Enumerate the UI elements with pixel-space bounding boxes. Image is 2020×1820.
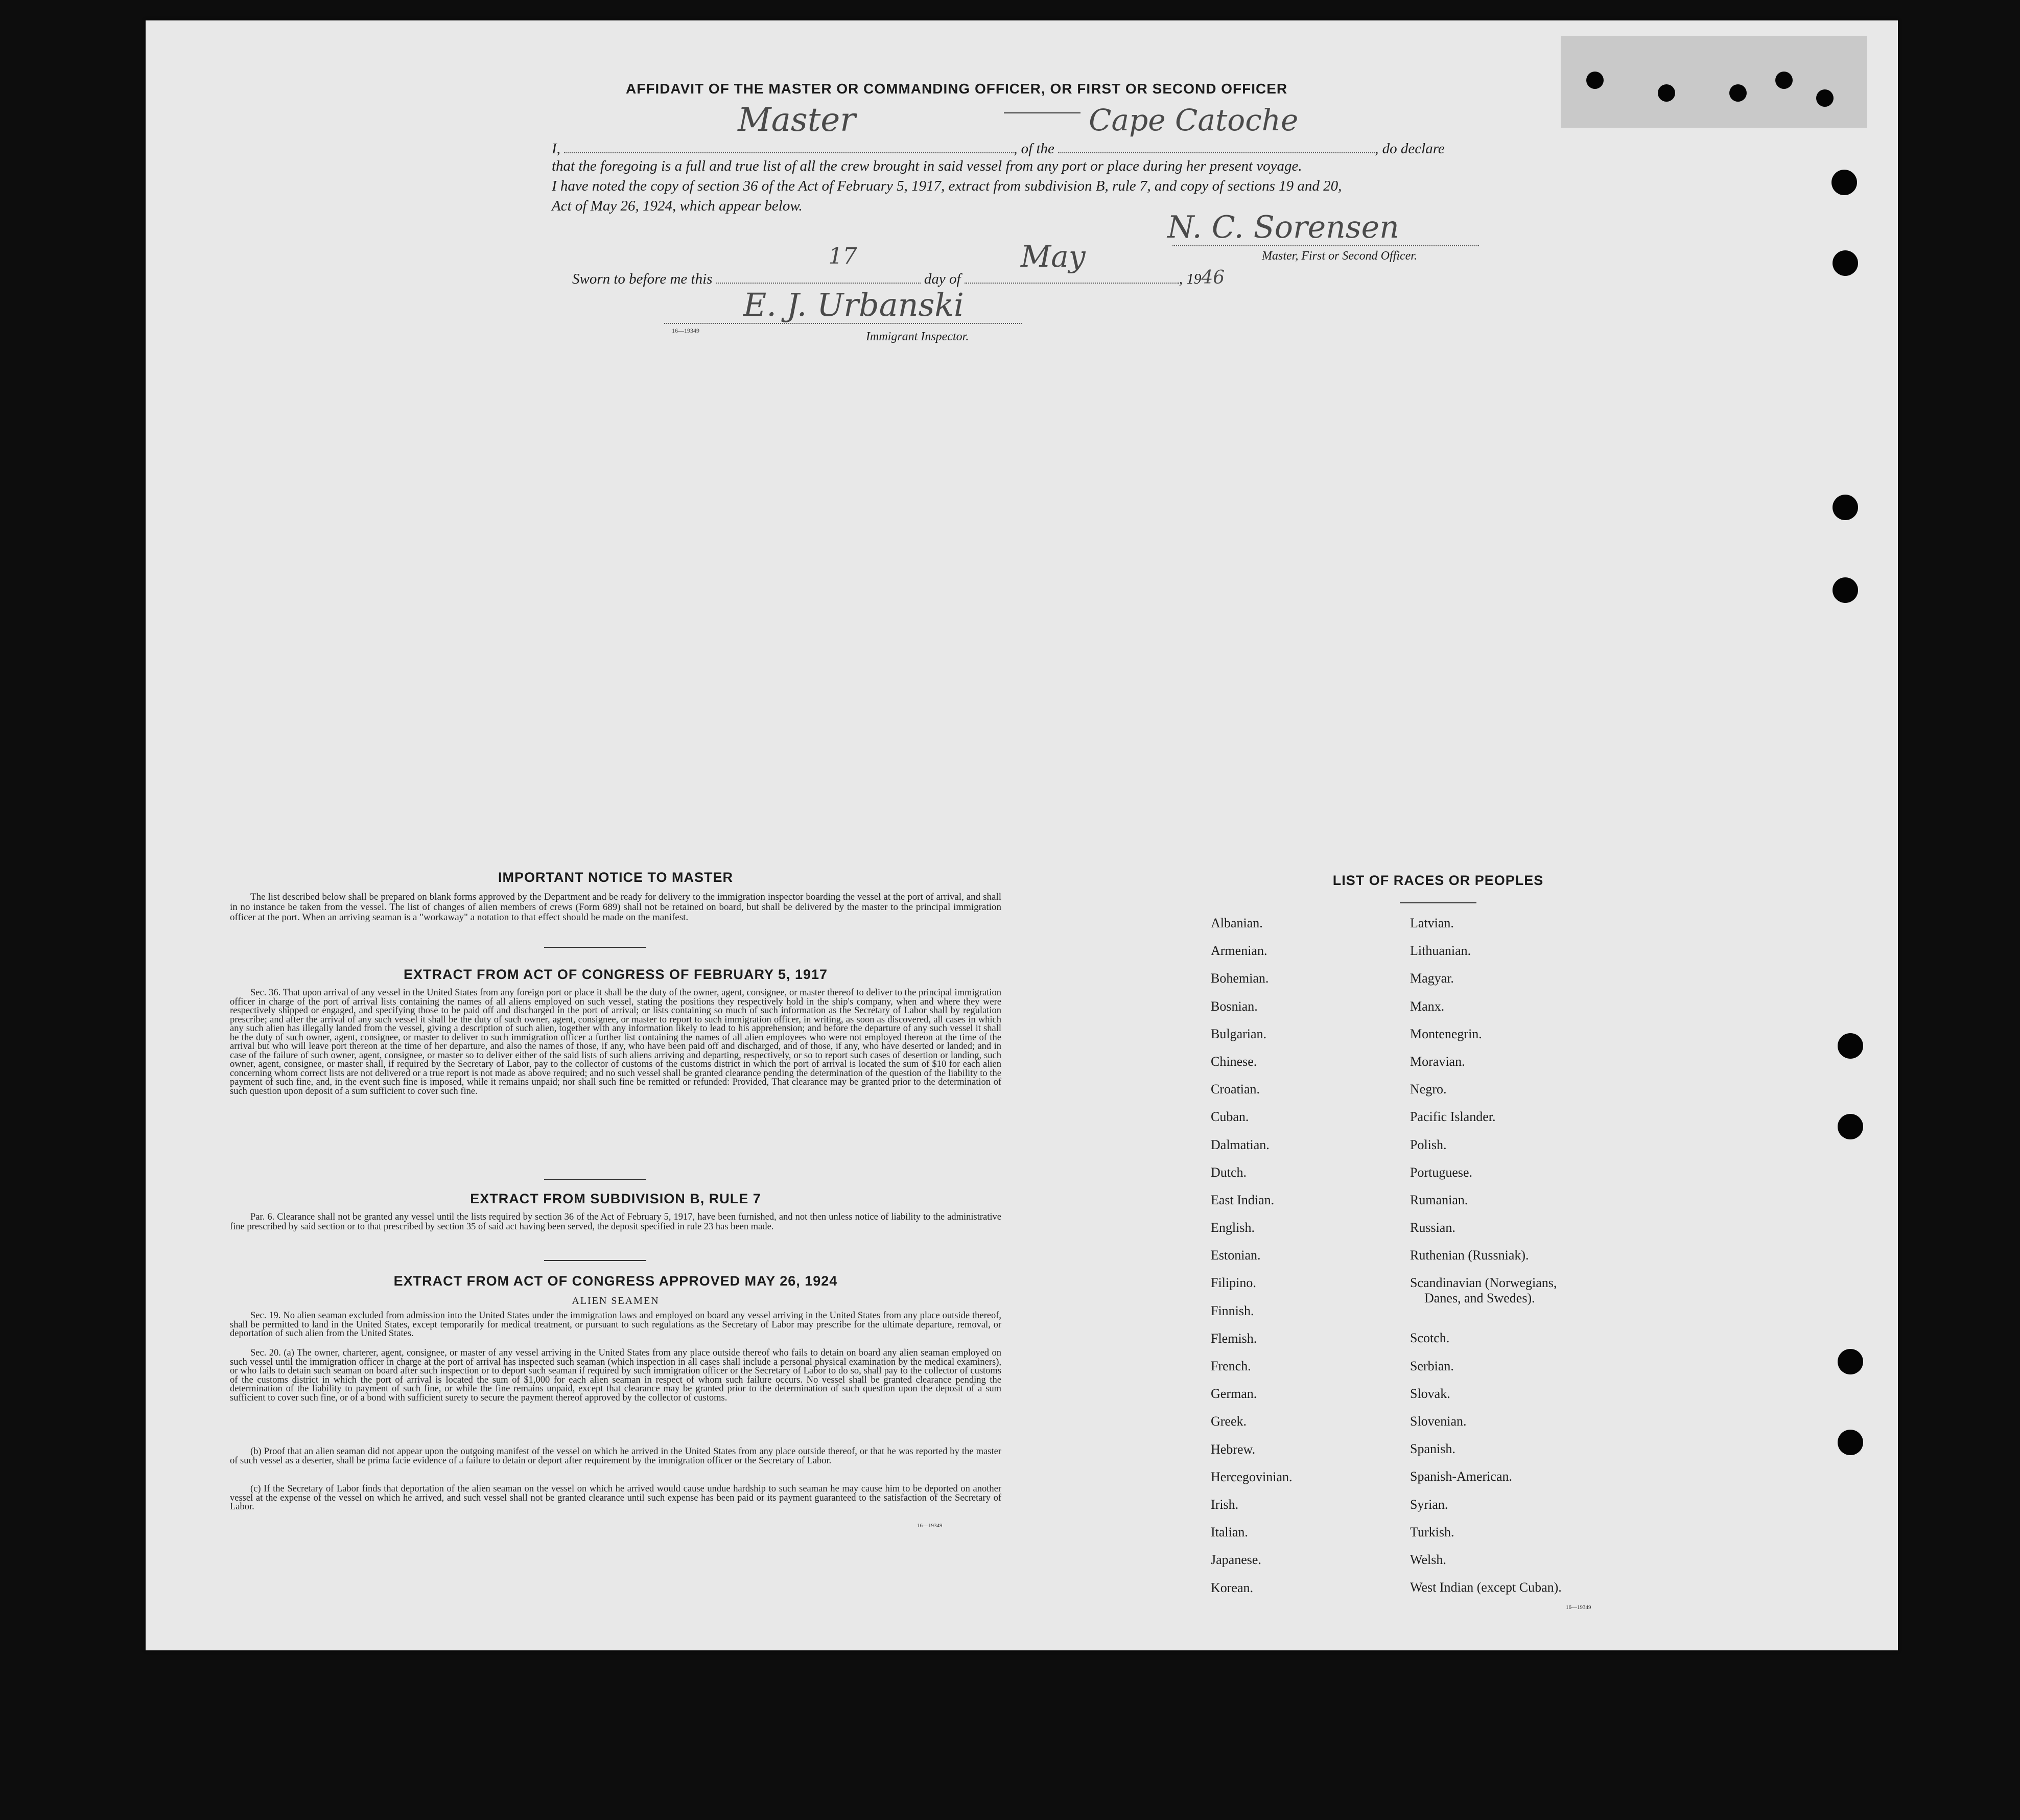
affidavit-form-number: 16—19349 xyxy=(672,327,699,334)
divider xyxy=(544,1179,646,1180)
race-item: English. xyxy=(1211,1220,1255,1235)
sec-19-text: Sec. 19. No alien seaman excluded from admission into the United States under the immigration laws and employed on board any vessel arriving in the United States from any place outside thereof, shall be permitted to land in the United States, except temporarily for medical treatment, or pursuant to such regulations as the Secretary of Labor may prescribe for the ultimate departure, removal, or deportation of such alien from the United States. xyxy=(230,1311,1001,1339)
race-item: Chinese. xyxy=(1211,1054,1257,1069)
punch-hole xyxy=(1833,250,1858,276)
divider xyxy=(544,1260,646,1261)
race-item: Albanian. xyxy=(1211,916,1263,930)
punch-hole xyxy=(1816,89,1834,107)
race-item: Dutch. xyxy=(1211,1164,1247,1180)
race-item: Pacific Islander. xyxy=(1410,1109,1496,1125)
race-item: Croatian. xyxy=(1211,1082,1260,1097)
race-item: Polish. xyxy=(1410,1137,1447,1152)
race-item: Spanish-American. xyxy=(1410,1469,1513,1484)
sworn-label: Sworn to before me this xyxy=(572,271,713,287)
punch-hole xyxy=(1831,170,1857,195)
sec-20c-text: (c) If the Secretary of Labor finds that deportation of the alien seaman on the vessel on which he arrived would cause undue hardship to such seaman he may cause him to be deported on another vessel at the expense of the vessel on which he arrived, and such vessel shall not be granted clearance until such expense has been paid or its payment guaranteed to the satisfaction of the Secretary of Labor. xyxy=(230,1484,1001,1512)
sworn-day-handwritten: 17 xyxy=(828,243,857,269)
races-title: LIST OF RACES OR PEOPLES xyxy=(1332,873,1544,888)
extract-1917-text: Sec. 36. That upon arrival of any vessel in the United States from any foreign port or place it shall be the duty of the owner, agent, consignee, or master thereof to deliver to the principal immigration officer in charge of the port of arrival lists containing the names of all aliens employed on such vessel, stating the positions they respectively hold in the ship's company, when and where they were respectively shipped or engaged, and specifying those to be paid off and discharged in the port of arrival; or lists containing so much of such information as the Secretary of Labor shall by regulation prescribe; and after the arrival of any such vessel it shall be the duty of such owner, agent, consignee, or master to report to such immigration officer, in writing, as soon as discovered, all cases in which any such alien has illegally landed from the vessel, giving a description of such alien, together with any information likely to lead to his apprehension; and before the departure of any such vessel it shall be the duty of such owner, agent, consignee, or master to deliver to such immigration officer a further list containing the names of all alien employees who were not employed thereon at the time of the arrival but who will leave port thereon at the time of her departure, and also the names of those, if any, who have been paid off and discharged, and of those, if any, who have deserted or landed; and in case of the failure of such owner, agent, consignee, or master so to deliver either of the said lists of such aliens arriving and departing, respectively, or so to report such cases of desertion or landing, such owner, agent, consignee, or master shall, if required by the Secretary of Labor, pay to the collector of customs of the customs district in which the port of arrival is located the sum of $10 for each alien concerning whom correct lists are not delivered or a true report is not made as above required; and no such vessel shall be granted clearance pending the determination of the question of the liability to the payment of such fine, and, in the event such fine is imposed, while it remains unpaid; nor shall such fine be remitted or refunded: Provided, That clearance may be granted prior to the determination of such question upon deposit of a sum sufficient to cover such fine. xyxy=(230,988,1001,1096)
race-item: Irish. xyxy=(1211,1497,1239,1512)
affidavit-title: AFFIDAVIT OF THE MASTER OR COMMANDING OFFICER, OR FIRST OR SECOND OFFICER xyxy=(626,81,1288,97)
race-item: Hercegovinian. xyxy=(1211,1469,1293,1484)
race-item: Latvian. xyxy=(1410,916,1454,930)
inspector-caption: Immigrant Inspector. xyxy=(866,330,969,343)
race-item: Hebrew. xyxy=(1211,1441,1256,1457)
punch-hole xyxy=(1586,72,1604,89)
vessel-name-handwritten: Cape Catoche xyxy=(1089,103,1299,137)
race-item: Serbian. xyxy=(1410,1358,1454,1373)
divider xyxy=(1400,902,1476,903)
race-item: French. xyxy=(1211,1359,1251,1373)
race-item: Scotch. xyxy=(1410,1331,1450,1346)
declaration-line-2: that the foregoing is a full and true list of all the crew brought in said vessel from any port or place during her present voyage. xyxy=(552,158,1302,174)
declaration-line-3: I have noted the copy of section 36 of the Act of February 5, 1917, extract from subdivision B, rule 7, and copy of sections 19 and 20, xyxy=(552,178,1342,194)
races-form-number: 16—19349 xyxy=(1566,1604,1591,1611)
year-suffix-handwritten: 46 xyxy=(1201,267,1225,288)
do-declare-label: , do declare xyxy=(1375,141,1445,157)
punch-hole xyxy=(1838,1430,1863,1455)
of-the-label: , of the xyxy=(1014,141,1054,157)
declaration-line-4: Act of May 26, 1924, which appear below. xyxy=(552,198,803,214)
sec-20a-text: Sec. 20. (a) The owner, charterer, agent, consignee, or master of any vessel arriving in the United States from any place outside thereof who fails to detain on board any alien seaman employed on such vessel until the immigration officer in charge at the port of arrival has inspected such seaman (which inspection in all cases shall include a personal physical examination by the medical examiners), or who fails to detain such seaman on board after such inspection or to deport such seaman if required by such immigration officer or the Secretary of Labor to do so, shall pay to the collector of customs of the customs district in which the port of arrival is located the sum of $1,000 for each alien seaman in respect of whom such failure occurs. No vessel shall be granted clearance pending the determination of the liability to payment of such fine, or while the fine remains unpaid, except that clearance may be granted prior to the determination of such question upon the deposit of a sum sufficient to cover such fine, or of a bond with sufficient surety to secure the payment thereof approved by the collector of customs. xyxy=(230,1348,1001,1403)
race-item: Estonian. xyxy=(1211,1248,1261,1263)
race-item: Rumanian. xyxy=(1410,1192,1468,1207)
alien-seamen-subtitle: ALIEN SEAMEN xyxy=(572,1295,660,1306)
officer-title-handwritten: Master xyxy=(738,101,856,139)
extract-rule7-title: EXTRACT FROM SUBDIVISION B, RULE 7 xyxy=(470,1191,761,1206)
inspector-signature-line xyxy=(664,323,1022,324)
i-label: I, xyxy=(552,141,560,157)
divider xyxy=(1004,112,1081,113)
document-page xyxy=(146,20,1898,1650)
notice-text: The list described below shall be prepared on blank forms approved by the Department and be ready for delivery to the immigration inspector boarding the vessel at the port of arrival, and shall in no instance be taken from the vessel. The list of changes of alien members of crews (Form 689) shall not be retained on board, but shall be delivered by the master to the principal immigration officer at the port. When an arriving seaman is a "workaway" a notation to that effect should be made on the manifest. xyxy=(230,892,1001,923)
race-item: Slovak. xyxy=(1410,1386,1450,1401)
race-item: Italian. xyxy=(1211,1525,1248,1540)
punch-hole xyxy=(1838,1033,1863,1059)
race-item: Greek. xyxy=(1211,1414,1247,1429)
races-column-2 xyxy=(1410,916,1562,1607)
race-item: Bosnian. xyxy=(1211,998,1258,1014)
race-item: Montenegrin. xyxy=(1410,1026,1482,1041)
race-item: Moravian. xyxy=(1410,1054,1465,1069)
race-item: German. xyxy=(1211,1386,1257,1402)
divider xyxy=(544,947,646,948)
punch-hole xyxy=(1838,1114,1863,1139)
race-item: Filipino. xyxy=(1211,1275,1256,1291)
master-caption: Master, First or Second Officer. xyxy=(1262,249,1417,263)
race-item: Bohemian. xyxy=(1211,971,1269,986)
race-item: Lithuanian. xyxy=(1410,943,1471,959)
sworn-month-handwritten: May xyxy=(1020,239,1086,274)
race-item: Armenian. xyxy=(1211,943,1267,959)
master-signature: N. C. Sorensen xyxy=(1167,209,1399,245)
extract-1924-title: EXTRACT FROM ACT OF CONGRESS APPROVED MAY 26, 1924 xyxy=(393,1273,838,1289)
race-item: Spanish. xyxy=(1410,1441,1455,1457)
punch-hole xyxy=(1838,1349,1863,1374)
race-item: Ruthenian (Russniak). xyxy=(1410,1248,1529,1263)
sworn-line xyxy=(572,239,1225,289)
race-item: West Indian (except Cuban). xyxy=(1410,1580,1562,1595)
notice-title: IMPORTANT NOTICE TO MASTER xyxy=(498,870,733,885)
race-item: Syrian. xyxy=(1410,1497,1448,1512)
race-item: Portuguese. xyxy=(1410,1164,1473,1180)
race-item: Finnish. xyxy=(1211,1303,1254,1318)
race-item: Cuban. xyxy=(1211,1109,1249,1125)
extract-1917-title: EXTRACT FROM ACT OF CONGRESS OF FEBRUARY 5, 1917 xyxy=(403,967,828,982)
race-item: Dalmatian. xyxy=(1211,1137,1270,1152)
race-item: Manx. xyxy=(1410,998,1445,1014)
race-item: Negro. xyxy=(1410,1082,1447,1097)
sec-20b-text: (b) Proof that an alien seaman did not appear upon the outgoing manifest of the vessel on which he arrived in the United States from any place outside thereof, or that he was reported by the master of such vessel as a deserter, shall be prima facie evidence of a failure to detain or deport after requirement by the immigration officer or the Secretary of Labor. xyxy=(230,1446,1001,1466)
race-item: Japanese. xyxy=(1211,1552,1261,1568)
race-item: Flemish. xyxy=(1211,1331,1257,1346)
extract-form-number: 16—19349 xyxy=(917,1523,943,1529)
year-prefix: , 19 xyxy=(1179,271,1202,287)
punch-hole xyxy=(1775,72,1793,89)
race-item: Bulgarian. xyxy=(1211,1026,1267,1041)
race-item: Welsh. xyxy=(1410,1552,1446,1567)
race-item: Russian. xyxy=(1410,1220,1455,1235)
race-item: Magyar. xyxy=(1410,971,1454,986)
punch-hole xyxy=(1658,84,1675,102)
race-item: Turkish. xyxy=(1410,1524,1454,1539)
tape-patch xyxy=(1561,36,1867,128)
race-item: Scandinavian (Norwegians, xyxy=(1410,1275,1557,1291)
race-item: Danes, and Swedes). xyxy=(1424,1291,1535,1306)
extract-rule7-text: Par. 6. Clearance shall not be granted any vessel until the lists required by section 36 of the Act of February 5, 1917, have been furnished, and not then unless notice of liability to the administrative fine prescribed by said section or to that prescribed by section 35 of said act having been served, the deposit specified in rule 23 has been made. xyxy=(230,1212,1001,1232)
punch-hole xyxy=(1729,84,1747,102)
punch-hole xyxy=(1833,577,1858,603)
punch-hole xyxy=(1833,495,1858,520)
day-of-label: day of xyxy=(924,271,961,287)
inspector-signature: E. J. Urbanski xyxy=(743,286,964,323)
race-item: Korean. xyxy=(1211,1580,1254,1595)
race-item: Slovenian. xyxy=(1410,1414,1467,1429)
races-column-1 xyxy=(1211,916,1293,1608)
declaration-line-1 xyxy=(552,101,1445,158)
race-item: East Indian. xyxy=(1211,1192,1275,1207)
